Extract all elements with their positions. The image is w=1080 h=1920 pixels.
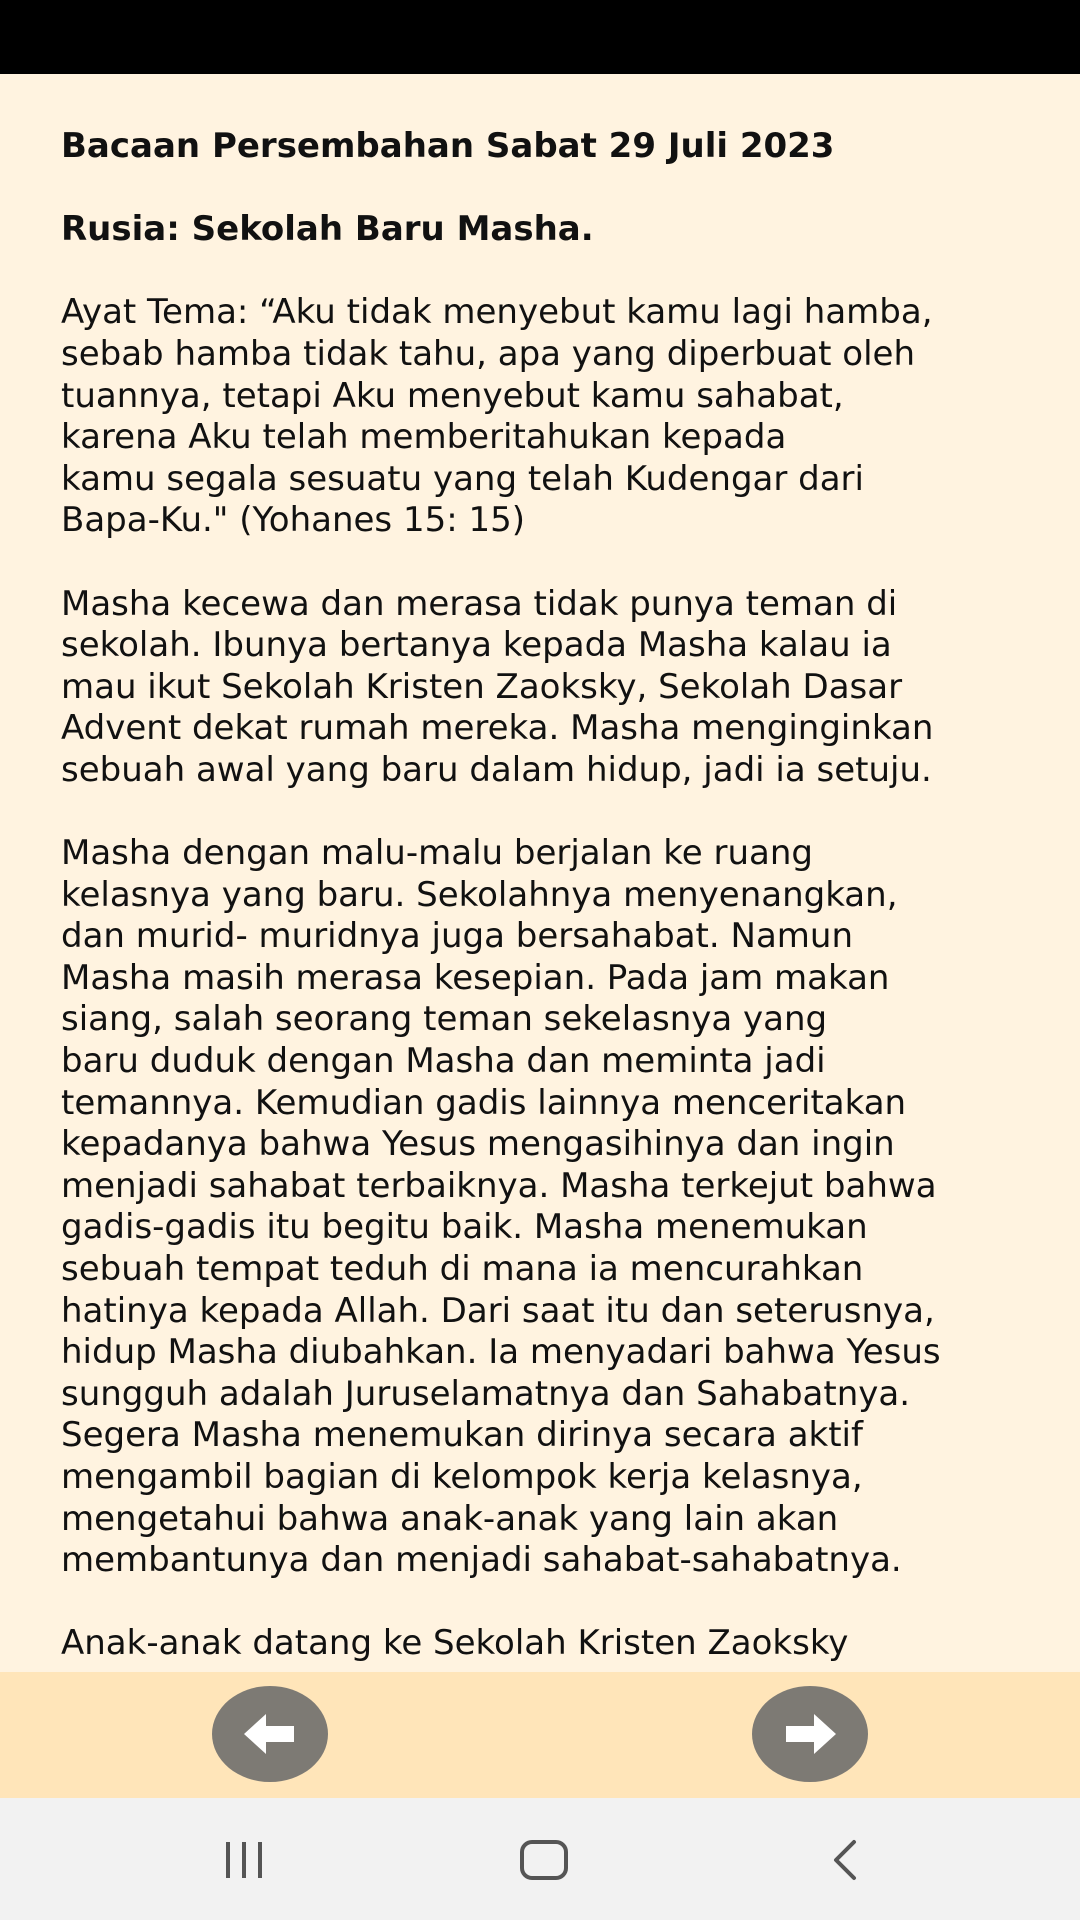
arrow-left-icon [242, 1712, 298, 1756]
story-subtitle: Rusia: Sekolah Baru Masha. [61, 209, 594, 250]
status-bar [0, 0, 1080, 74]
paragraph-theme-verse: Ayat Tema: “Aku tidak menyebut kamu lagi hamba, sebab hamba tidak tahu, apa yang diperbuat oleh tuannya, tetapi Aku menyebut kamu sahabat, karena Aku telah memberitahukan kepada kamu segala sesuatu yang telah Kudengar dari Bapa-Ku." (Yohanes 15: 15) [61, 292, 933, 541]
spacer [61, 792, 1041, 834]
recents-icon [220, 1840, 268, 1880]
paragraph: Anak-anak datang ke Sekolah Kristen Zaoksky [61, 1623, 849, 1664]
back-icon [826, 1838, 866, 1882]
reading-text [61, 126, 1041, 1665]
page-title: Bacaan Persembahan Sabat 29 Juli 2023 [61, 126, 835, 166]
paragraph: Masha dengan malu-malu berjalan ke ruang kelasnya yang baru. Sekolahnya menyenangkan, dan murid- muridnya juga bersahabat. Namun Masha masih merasa kesepian. Pada jam makan siang, salah seorang teman sekelasnya yang baru duduk dengan Masha dan meminta jadi temannya. Kemudian gadis lainnya menceritakan kepadanya bahwa Yesus mengasihinya dan ingin menjadi sahabat terbaiknya. Masha terkejut bahwa gadis-gadis itu begitu baik. Masha menemukan sebuah tempat teduh di mana ia mencurahkan hatinya kepada Allah. Dari saat itu dan seterusnya, hidup Masha diubahkan. Ia menyadari bahwa Yesus sungguh adalah Juruselamatnya dan Sahabatnya. Segera Masha menemukan dirinya secara aktif mengambil bagian di kelompok kerja kelasnya, mengetahui bahwa anak-anak yang lain akan membantunya dan menjadi sahabat-sahabatnya. [61, 833, 941, 1581]
home-button[interactable] [514, 1832, 574, 1888]
spacer [61, 251, 1041, 293]
paragraph: Masha kecewa dan merasa tidak punya teman di sekolah. Ibunya bertanya kepada Masha kalau ia mau ikut Sekolah Kristen Zaoksky, Sekolah Dasar Advent dekat rumah mereka. Masha menginginkan sebuah awal yang baru dalam hidup, jadi ia setuju. [61, 583, 934, 790]
page-navigation-bar [0, 1672, 1080, 1798]
recents-button[interactable] [214, 1832, 274, 1888]
arrow-right-icon [782, 1712, 838, 1756]
spacer [61, 168, 1041, 210]
next-page-button[interactable] [752, 1686, 868, 1782]
home-icon [518, 1838, 570, 1882]
previous-page-button[interactable] [212, 1686, 328, 1782]
reading-content[interactable] [0, 74, 1080, 1672]
spacer [61, 542, 1041, 584]
back-button[interactable] [816, 1832, 876, 1888]
system-navigation-bar [0, 1798, 1080, 1920]
spacer [61, 1582, 1041, 1624]
